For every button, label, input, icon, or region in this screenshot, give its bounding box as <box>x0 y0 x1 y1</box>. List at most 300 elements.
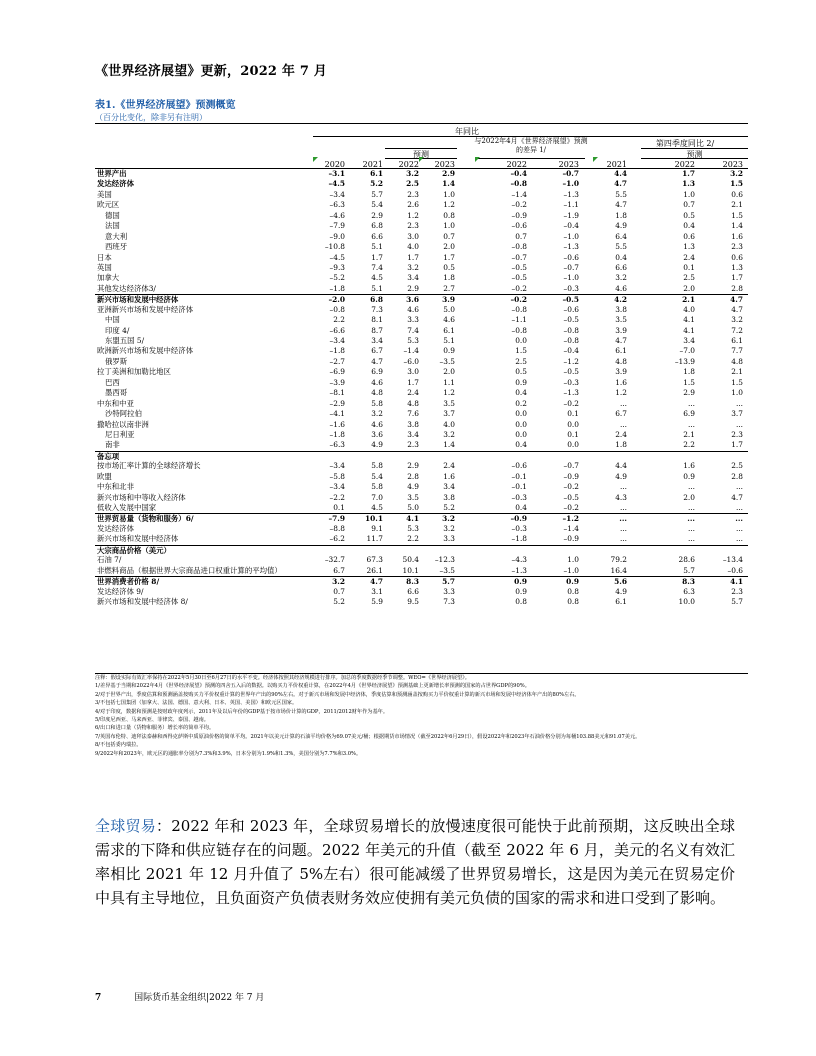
row-label: 俄罗斯 <box>105 356 128 366</box>
table-cell: 1.2 <box>615 388 627 398</box>
table-row <box>95 420 748 430</box>
table-cell: 2.1 <box>682 295 695 305</box>
table-row <box>95 305 748 315</box>
table-cell: 3.8 <box>443 492 455 502</box>
table-cell: 5.4 <box>371 200 383 210</box>
table-cell: 6.4 <box>615 231 627 241</box>
table-cell: 0.1 <box>567 429 579 439</box>
table-cell: 1.7 <box>682 169 695 178</box>
table-cell: 1.7 <box>731 273 743 283</box>
table-cell: 3.9 <box>615 367 627 377</box>
table-cell: 5.7 <box>683 565 695 575</box>
table-title: 表1.《世界经济展望》预测概览 <box>95 100 236 111</box>
table-cell: –0.2 <box>510 295 527 305</box>
table-cell: ... <box>735 534 743 544</box>
table-cell: 0.2 <box>515 398 527 408</box>
table-cell: –0.3 <box>563 283 579 293</box>
table-cell: 1.2 <box>407 210 419 220</box>
table-row <box>95 232 748 242</box>
table-cell: 1.6 <box>731 231 743 241</box>
table-cell: –1.3 <box>563 189 579 199</box>
diff-year-2023: 2023 <box>558 160 579 169</box>
table-row <box>95 336 748 346</box>
body-paragraph <box>95 814 735 910</box>
table-cell: 10.0 <box>678 596 695 606</box>
table-cell: 5.4 <box>371 471 383 481</box>
table-cell: 50.4 <box>402 555 419 565</box>
table-cell: 1.7 <box>371 252 383 262</box>
table-cell: 5.9 <box>371 596 383 606</box>
table-row <box>95 440 748 450</box>
q4-year-2021: 2021 <box>606 160 627 169</box>
table-cell: –0.4 <box>563 346 579 356</box>
table-cell: 2.9 <box>407 283 419 293</box>
table-cell: 0.7 <box>515 231 527 241</box>
table-cell: –0.5 <box>563 315 579 325</box>
table-cell: –1.0 <box>563 231 579 241</box>
table-cell: ... <box>619 534 627 544</box>
table-cell: 0.7 <box>683 200 695 210</box>
table-cell: 4.6 <box>615 283 627 293</box>
table-header <box>95 123 748 169</box>
table-row <box>95 399 748 409</box>
table-cell: –0.8 <box>511 242 527 252</box>
table-cell: –4.6 <box>329 210 345 220</box>
table-cell: 2.1 <box>683 429 695 439</box>
table-row <box>95 315 748 325</box>
table-cell: –0.9 <box>510 514 527 524</box>
header-q4: 第四季度同比 2/ <box>655 139 715 148</box>
row-label: 印度 4/ <box>105 325 130 335</box>
table-cell: 6.8 <box>371 221 383 231</box>
table-cell: 4.1 <box>683 315 695 325</box>
year-2020: 2020 <box>324 160 345 169</box>
table-row <box>95 263 748 273</box>
table-row <box>95 242 748 252</box>
table-row <box>95 576 748 586</box>
table-cell: 1.0 <box>731 388 743 398</box>
table-cell: –1.0 <box>563 273 579 283</box>
row-label: 新兴市场和发展中经济体 <box>97 295 179 305</box>
table-cell: 4.1 <box>683 325 695 335</box>
table-cell: 1.3 <box>683 242 695 252</box>
table-cell: 2.8 <box>731 471 743 481</box>
table-cell: 4.8 <box>615 356 627 366</box>
table-cell: 6.1 <box>443 325 455 335</box>
table-cell: –9.3 <box>329 262 345 272</box>
table-cell: 0.1 <box>567 409 579 419</box>
table-cell: 2.2 <box>333 315 345 325</box>
table-cell: 1.7 <box>407 252 419 262</box>
table-cell: 3.4 <box>407 273 419 283</box>
row-label: 发达经济体 <box>97 523 134 533</box>
table-cell: 4.9 <box>371 440 383 450</box>
table-row <box>95 388 748 398</box>
table-cell: 3.5 <box>615 315 627 325</box>
table-row <box>95 409 748 419</box>
table-cell: 5.2 <box>443 503 455 512</box>
table-cell: 4.8 <box>371 388 383 398</box>
table-cell: 79.2 <box>610 555 627 565</box>
table-cell: –3.5 <box>439 565 455 575</box>
table-cell: 10.1 <box>402 565 419 575</box>
table-cell: –0.1 <box>511 471 527 481</box>
table-cell: –0.8 <box>563 336 579 345</box>
table-cell: 0.9 <box>443 346 455 356</box>
header-q4-forecast: 预测 <box>686 150 703 159</box>
table-cell: 3.2 <box>730 169 743 178</box>
table-cell: –3.4 <box>329 189 345 199</box>
row-label: 备忘项 <box>97 451 120 461</box>
table-cell: 7.6 <box>407 409 419 419</box>
table-row <box>95 253 748 263</box>
table-cell: 26.1 <box>366 565 383 575</box>
table-cell: –0.7 <box>563 262 579 272</box>
table-cell: –0.2 <box>511 283 527 293</box>
table-cell: 0.8 <box>567 586 579 596</box>
table-cell: 2.6 <box>407 200 419 210</box>
table-cell: –6.2 <box>329 534 345 544</box>
table-cell: –1.1 <box>511 315 527 325</box>
table-cell: 1.6 <box>683 461 695 471</box>
table-cell: –0.8 <box>511 325 527 335</box>
table-cell: 5.2 <box>370 179 383 189</box>
table-row <box>95 472 748 482</box>
table-cell: 4.0 <box>407 242 419 252</box>
table-cell: ... <box>619 523 627 533</box>
table-cell: 4.1 <box>730 577 743 587</box>
table-cell: 1.5 <box>731 377 743 387</box>
table-cell: –0.6 <box>511 221 527 231</box>
table-cell: ... <box>619 482 627 492</box>
table-cell: 4.4 <box>615 461 627 471</box>
table-cell: 3.8 <box>407 419 419 429</box>
table-cell: 2.4 <box>407 388 419 398</box>
table-cell: –13.4 <box>722 555 743 565</box>
table-cell: ... <box>687 534 695 544</box>
row-label: 欧元区 <box>97 200 120 210</box>
table-cell: 2.1 <box>731 200 743 210</box>
table-row <box>95 524 748 534</box>
table-cell: –1.4 <box>403 346 419 356</box>
table-cell: –1.2 <box>562 514 579 524</box>
table-cell: –0.8 <box>563 325 579 335</box>
row-label: 德国 <box>105 210 120 220</box>
table-cell: 1.0 <box>683 189 695 199</box>
table-cell: 3.2 <box>406 169 419 178</box>
table-cell: 1.2 <box>443 388 455 398</box>
table-cell: 2.3 <box>731 242 743 252</box>
table-cell: –0.3 <box>511 523 527 533</box>
table-cell: –0.3 <box>563 377 579 387</box>
table-cell: –2.2 <box>329 492 345 502</box>
table-cell: 1.5 <box>683 377 695 387</box>
table-cell: –3.4 <box>329 336 345 345</box>
body-text: ：2022 年和 2023 年，全球贸易增长的放慢速度很可能快于此前预期，这反映出全球需求的下降和供应链存在的问题。2022 年美元的升值（截至 2022 年 6 月，美元的名义有效汇率相比 2021 年 12 月升值了 5%左右）很可能减缓了世界贸易增长，这是因为美元在贸易定价中具有主导地位，且负面资产负债表财务效应使拥有美元负债的国家的需求和进口受到了影响。 <box>95 817 735 907</box>
table-cell: 2.9 <box>371 210 383 220</box>
table-row <box>95 346 748 356</box>
table-row <box>95 179 748 189</box>
row-label: 石油 7/ <box>97 555 122 565</box>
table-cell: –6.6 <box>329 325 345 335</box>
table-cell: 0.0 <box>515 409 527 419</box>
table-cell: –6.9 <box>329 367 345 377</box>
table-cell: 6.8 <box>370 295 383 305</box>
q4-year-2023: 2023 <box>722 160 743 169</box>
table-cell: 2.3 <box>731 429 743 439</box>
table-cell: –0.2 <box>563 398 579 408</box>
q4-year-2022: 2022 <box>674 160 695 169</box>
table-cell: 4.8 <box>407 398 419 408</box>
table-cell: 0.6 <box>731 252 743 262</box>
table-cell: 3.4 <box>683 336 695 345</box>
table-cell: ... <box>687 482 695 492</box>
table-cell: –0.8 <box>511 304 527 314</box>
table-cell: –1.9 <box>563 210 579 220</box>
table-cell: 2.5 <box>406 179 419 189</box>
table-cell: 3.2 <box>615 273 627 283</box>
table-cell: 2.8 <box>731 283 743 293</box>
table-cell: 6.1 <box>370 169 383 178</box>
table-cell: 1.5 <box>515 346 527 356</box>
row-label: 墨西哥 <box>105 388 128 398</box>
table-cell: 2.3 <box>407 189 419 199</box>
table-cell: 4.9 <box>615 221 627 231</box>
row-label: 亚洲新兴市场和发展中经济体 <box>97 304 194 314</box>
table-cell: –0.1 <box>511 482 527 492</box>
row-label: 撒哈拉以南非洲 <box>97 419 149 429</box>
table-cell: 0.6 <box>683 231 695 241</box>
table-cell: –10.8 <box>324 242 345 252</box>
table-cell: 0.4 <box>683 221 695 231</box>
table-cell: 3.3 <box>443 534 455 544</box>
table-cell: 5.6 <box>614 577 627 587</box>
table-cell: 0.5 <box>683 210 695 220</box>
table-cell: ... <box>619 514 627 524</box>
table-cell: 0.1 <box>333 503 345 512</box>
table-cell: 0.5 <box>443 262 455 272</box>
table-cell: 7.3 <box>443 596 455 606</box>
year-2021: 2021 <box>362 160 383 169</box>
table-body <box>95 169 748 607</box>
table-cell: 3.2 <box>371 409 383 419</box>
table-cell: 5.0 <box>407 503 419 512</box>
table-cell: –0.4 <box>510 169 527 178</box>
table-cell: 5.1 <box>371 242 383 252</box>
table-cell: 3.7 <box>443 409 455 419</box>
table-cell: 4.3 <box>615 492 627 502</box>
table-cell: 2.4 <box>683 252 695 262</box>
table-cell: –0.6 <box>563 304 579 314</box>
table-cell: 6.6 <box>407 586 419 596</box>
table-cell: 5.7 <box>442 577 455 587</box>
table-cell: –7.9 <box>329 221 345 231</box>
table-cell: 3.2 <box>407 262 419 272</box>
table-cell: ... <box>687 419 695 429</box>
row-label: 新兴市场和发展中经济体 <box>97 534 179 544</box>
table-cell: 2.2 <box>407 534 419 544</box>
row-label: 低收入发展中国家 <box>97 503 157 512</box>
table-cell: ... <box>735 482 743 492</box>
table-cell: –0.2 <box>563 482 579 492</box>
table-cell: 0.8 <box>567 596 579 606</box>
table-cell: 2.9 <box>442 169 455 178</box>
table-cell: –1.3 <box>563 388 579 398</box>
table-cell: –2.9 <box>329 398 345 408</box>
table-cell: 6.1 <box>615 346 627 356</box>
table-cell: –1.4 <box>511 189 527 199</box>
row-label: 发达经济体 <box>97 179 134 189</box>
table-cell: 10.1 <box>364 514 383 524</box>
table-cell: 8.7 <box>371 325 383 335</box>
table-row <box>95 273 748 283</box>
row-label: 欧盟 <box>97 471 112 481</box>
table-cell: –0.8 <box>510 179 527 189</box>
table-cell: –1.2 <box>563 356 579 366</box>
table-cell: 2.7 <box>443 283 455 293</box>
table-cell: 4.7 <box>371 356 383 366</box>
row-label: 大宗商品价格（美元） <box>97 545 171 555</box>
table-cell: –8.8 <box>329 523 345 533</box>
row-label: 世界产出 <box>97 169 127 178</box>
table-note: 注释：假设实际有效汇率保持在2022年5月30日至6月27日的水平不变。经济体按照其经济规模进行排序。加总的季度数据经季节调整。WEO=《世界经济展望》。 <box>95 675 470 681</box>
table-row <box>95 211 748 221</box>
table-cell: 1.4 <box>442 179 455 189</box>
table-cell: 5.1 <box>371 283 383 293</box>
table-cell: –0.9 <box>511 210 527 220</box>
table-cell: –6.0 <box>403 356 419 366</box>
table-cell: ... <box>687 523 695 533</box>
table-cell: –1.8 <box>511 534 527 544</box>
table-cell: 16.4 <box>610 565 627 575</box>
table-cell: 2.3 <box>407 440 419 450</box>
table-cell: 1.1 <box>443 377 455 387</box>
table-cell: –0.2 <box>511 200 527 210</box>
table-cell: 4.7 <box>615 336 627 345</box>
table-cell: 1.5 <box>731 210 743 220</box>
table-cell: 7.4 <box>371 262 383 272</box>
table-cell: 1.8 <box>443 273 455 283</box>
table-cell: 2.0 <box>443 367 455 377</box>
row-label: 新兴市场和中等收入经济体 <box>97 492 186 502</box>
table-cell: 9.5 <box>407 596 419 606</box>
table-cell: 2.3 <box>731 586 743 596</box>
table-row <box>95 493 748 503</box>
table-cell: –32.7 <box>324 555 345 565</box>
table-cell: 5.8 <box>371 482 383 492</box>
table-note: 9/2022年和2023年，欧元区的通胀率分别为7.3%和3.9%，日本分别为1.9%和1.3%，美国分别为7.7%和3.0%。 <box>95 750 362 757</box>
table-cell: 5.3 <box>407 523 419 533</box>
header-yoy: 年同比 <box>455 127 479 136</box>
table-cell: –1.0 <box>562 179 579 189</box>
table-cell: –0.5 <box>562 295 579 305</box>
table-cell: 3.2 <box>731 315 743 325</box>
table-cell: –1.3 <box>563 242 579 252</box>
table-cell: 4.7 <box>370 577 383 587</box>
row-label: 南非 <box>105 440 120 450</box>
header-forecast: 预测 <box>413 150 429 159</box>
row-label: 中东和北非 <box>97 482 134 492</box>
table-cell: –1.8 <box>329 283 345 293</box>
table-cell: 6.3 <box>683 586 695 596</box>
table-cell: 2.0 <box>683 492 695 502</box>
table-cell: –0.7 <box>511 252 527 262</box>
table-cell: –2.7 <box>329 356 345 366</box>
table-cell: 0.7 <box>333 586 345 596</box>
table-cell: 1.5 <box>730 179 743 189</box>
table-cell: 6.6 <box>615 262 627 272</box>
table-row <box>95 169 748 179</box>
table-cell: ... <box>735 398 743 408</box>
table-row <box>95 367 748 377</box>
table-cell: –6.3 <box>329 440 345 450</box>
table-cell: 4.9 <box>615 471 627 481</box>
table-cell: 5.7 <box>371 189 383 199</box>
table-row <box>95 430 748 440</box>
table-cell: 7.4 <box>407 325 419 335</box>
row-label: 巴西 <box>105 377 120 387</box>
table-cell: 6.1 <box>615 596 627 606</box>
table-cell: 1.4 <box>443 440 455 450</box>
table-cell: 6.9 <box>683 409 695 419</box>
table-cell: 0.6 <box>731 189 743 199</box>
table-note: 3/不包括七国集团（加拿大、法国、德国、意大利、日本、英国、美国）和欧元区国家。 <box>95 700 298 707</box>
table-cell: –8.1 <box>329 388 345 398</box>
table-cell: –12.3 <box>434 555 455 565</box>
table-cell: 1.8 <box>615 210 627 220</box>
table-cell: –6.3 <box>329 200 345 210</box>
table-cell: 28.6 <box>678 555 695 565</box>
table-cell: 1.4 <box>731 221 743 231</box>
table-cell: 2.9 <box>683 388 695 398</box>
table-row <box>95 482 748 492</box>
table-row <box>95 461 748 471</box>
row-label: 西班牙 <box>105 242 128 252</box>
forecast-table <box>95 123 748 607</box>
table-cell: ... <box>735 419 743 429</box>
row-label: 欧洲新兴市场和发展中经济体 <box>97 346 194 356</box>
table-cell: 3.9 <box>442 295 455 305</box>
table-cell: 3.6 <box>406 295 419 305</box>
diff-year-2022: 2022 <box>506 160 527 169</box>
table-cell: 0.5 <box>515 367 527 377</box>
row-label: 拉丁美洲和加勒比地区 <box>97 367 171 377</box>
row-label: 中东和中亚 <box>97 398 134 408</box>
table-cell: 1.7 <box>443 252 455 262</box>
row-label: 东盟五国 5/ <box>105 336 145 345</box>
table-cell: 2.5 <box>731 461 743 471</box>
table-cell: 3.2 <box>442 514 455 524</box>
table-cell: 5.5 <box>615 189 627 199</box>
table-cell: 3.0 <box>407 231 419 241</box>
table-cell: 1.7 <box>407 377 419 387</box>
row-label: 沙特阿拉伯 <box>105 409 142 419</box>
table-cell: 4.7 <box>731 492 743 502</box>
table-cell: –1.8 <box>329 429 345 439</box>
table-cell: 2.4 <box>615 429 627 439</box>
table-cell: –0.5 <box>511 262 527 272</box>
table-cell: 2.5 <box>683 273 695 283</box>
table-cell: –0.5 <box>563 367 579 377</box>
table-cell: ... <box>619 398 627 408</box>
table-cell: 0.7 <box>443 231 455 241</box>
table-cell: 0.4 <box>515 440 527 450</box>
row-label: 日本 <box>97 252 112 262</box>
table-cell: ... <box>735 514 743 524</box>
table-cell: 1.7 <box>731 440 743 450</box>
table-cell: 2.1 <box>731 367 743 377</box>
table-cell: 1.6 <box>615 377 627 387</box>
